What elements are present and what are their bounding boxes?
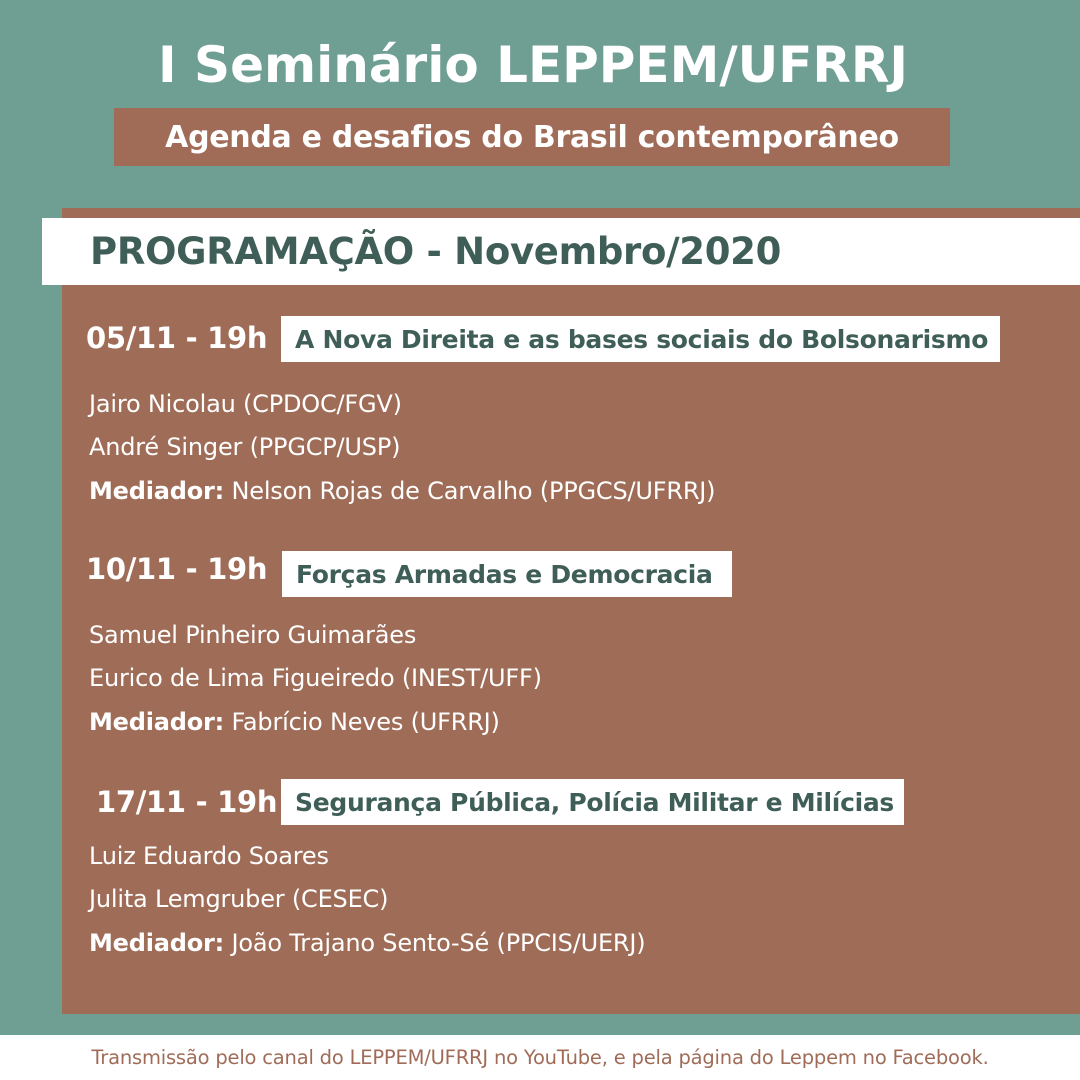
session-2-mediator xyxy=(89,706,500,738)
program-heading-bar xyxy=(42,218,1080,285)
session-2-speaker-2: Eurico de Lima Figueiredo (INEST/UFF) xyxy=(89,664,542,692)
session-1-speaker-1: Jairo Nicolau (CPDOC/FGV) xyxy=(89,390,402,418)
session-2-date: 10/11 - 19h xyxy=(86,552,268,586)
session-3-speaker-2: Julita Lemgruber (CESEC) xyxy=(89,885,389,913)
session-2-topic: Forças Armadas e Democracia xyxy=(282,551,732,597)
session-3-mediator-name: João Trajano Sento-Sé (PPCIS/UERJ) xyxy=(231,929,646,957)
session-1-mediator-name: Nelson Rojas de Carvalho (PPGCS/UFRRJ) xyxy=(231,477,716,505)
mediator-label: Mediador: xyxy=(89,708,225,736)
footer-text: Transmissão pelo canal do LEPPEM/UFRRJ no YouTube, e pela página do Leppem no Facebook. xyxy=(91,1046,989,1069)
session-1-speaker-2: André Singer (PPGCP/USP) xyxy=(89,433,401,461)
session-1-topic: A Nova Direita e as bases sociais do Bolsonarismo xyxy=(281,316,1000,362)
session-3-mediator xyxy=(89,927,645,959)
session-1-date: 05/11 - 19h xyxy=(86,321,268,355)
footer-bar xyxy=(0,1035,1080,1080)
session-1-mediator xyxy=(89,475,715,507)
subtitle-text: Agenda e desafios do Brasil contemporâneo xyxy=(165,119,899,155)
session-2-mediator-name: Fabrício Neves (UFRRJ) xyxy=(231,708,500,736)
program-heading: PROGRAMAÇÃO - Novembro/2020 xyxy=(90,230,782,273)
session-2-speaker-1: Samuel Pinheiro Guimarães xyxy=(89,621,417,649)
session-3-topic: Segurança Pública, Polícia Militar e Milícias xyxy=(281,779,904,825)
seminar-title: I Seminário LEPPEM/UFRRJ xyxy=(158,36,908,94)
session-3-date: 17/11 - 19h xyxy=(96,785,278,819)
subtitle-banner xyxy=(114,108,950,166)
session-3-speaker-1: Luiz Eduardo Soares xyxy=(89,842,329,870)
mediator-label: Mediador: xyxy=(89,929,225,957)
mediator-label: Mediador: xyxy=(89,477,225,505)
